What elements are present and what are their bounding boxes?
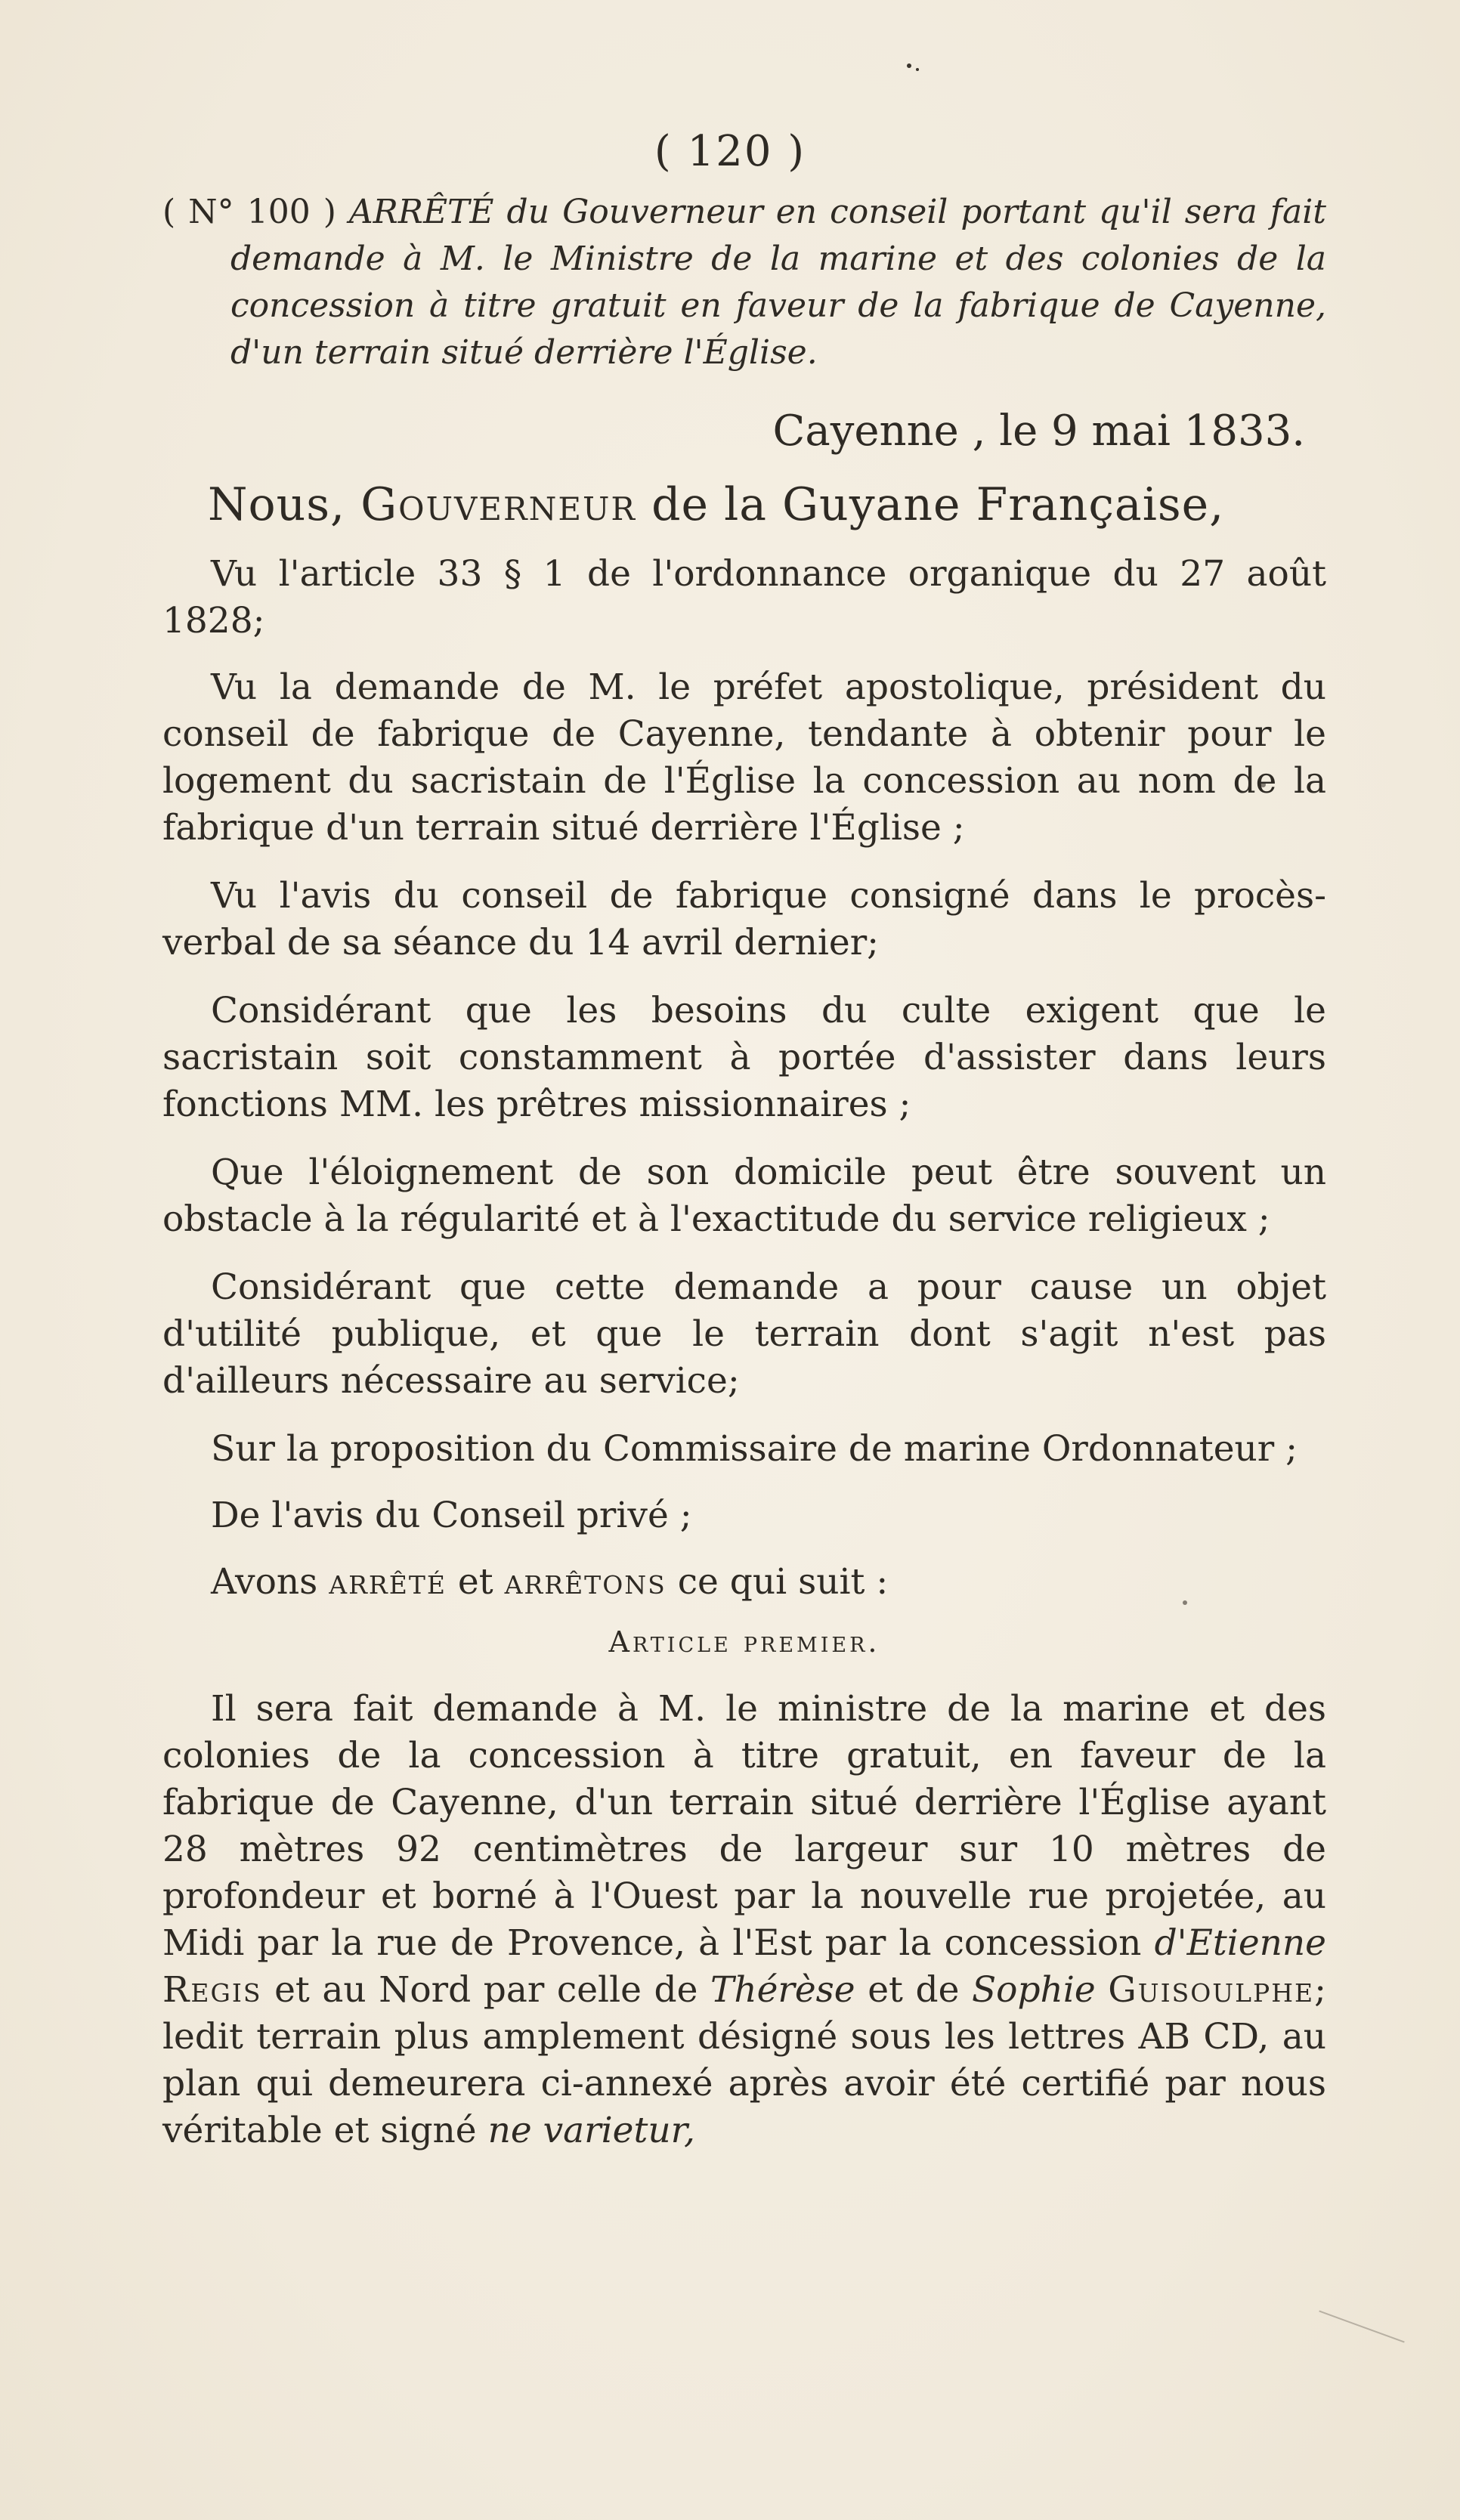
issuing-authority bbox=[208, 478, 1326, 531]
decree-number: ( N° 100 ) bbox=[162, 193, 336, 231]
person-name: Sophie bbox=[971, 1969, 1096, 2011]
decree-intro-word1: arrêté bbox=[329, 1561, 447, 1603]
person-name: Thérèse bbox=[710, 1969, 855, 2011]
consideration-paragraph: Vu l'avis du conseil de fabrique consigné dans le procès-verbal de sa séance du 14 avril dernier; bbox=[162, 875, 1326, 963]
decree-intro bbox=[162, 1559, 1326, 1606]
closing-formula: ne varietur, bbox=[487, 2110, 695, 2151]
person-name: d'Etienne bbox=[1154, 1922, 1326, 1964]
dateline: Cayenne , le 9 mai 1833. bbox=[772, 407, 1305, 456]
consideration-paragraph: De l'avis du Conseil privé ; bbox=[211, 1495, 692, 1536]
paper-crease bbox=[1319, 2311, 1404, 2343]
consideration-paragraph: Que l'éloignement de son domicile peut être souvent un obstacle à la régularité et à l'exactitude du service religieux ; bbox=[162, 1152, 1326, 1240]
person-surname: Regis bbox=[162, 1969, 262, 2011]
authority-prefix: Nous, bbox=[208, 478, 346, 531]
ink-speck bbox=[907, 63, 911, 68]
decree-intro-suffix: ce qui suit : bbox=[677, 1561, 889, 1603]
article-text: Il sera fait demande à M. le ministre de la marine et des colonies de la concession à titre gratuit, en faveur de la fabrique de Cayenne, d'un terrain situé derrière l'Église ayant 28 mètres 92 centimètres de largeur sur 10 mètres de profondeur et borné à l'Ouest par la nouvelle rue projetée, au Midi par la rue de Provence, à l'Est par la concession bbox=[162, 1688, 1326, 1964]
article-text: ; ledit terrain plus amplement désigné sous les lettres AB CD, au plan qui demeurera ci-annexé après avoir été certifié par nous véritable et signé bbox=[162, 1969, 1326, 2151]
decree-intro-middle: et bbox=[457, 1561, 493, 1603]
consideration-paragraph: Considérant que cette demande a pour cause un objet d'utilité publique, et que le terrain dont s'agit n'est pas d'ailleurs nécessaire au service; bbox=[162, 1266, 1326, 1402]
document-body bbox=[162, 189, 1326, 2175]
decree-intro-word2: arrêtons bbox=[504, 1561, 667, 1603]
decree-title: ARRÊTÉ du Gouverneur en conseil portant qu'il sera fait demande à M. le Ministre de la marine et des colonies de la concession à titre gratuit en faveur de la fabrique de Cayenne, d'un terrain situé derrière l'Église. bbox=[230, 193, 1326, 372]
decree-heading bbox=[162, 189, 1326, 376]
consideration-paragraph: Vu l'article 33 § 1 de l'ordonnance organique du 27 août 1828; bbox=[162, 553, 1326, 642]
authority-rest: de la Guyane Française, bbox=[651, 478, 1225, 531]
decree-intro-prefix: Avons bbox=[211, 1561, 318, 1603]
page-number: ( 120 ) bbox=[654, 127, 806, 176]
consideration-paragraph: Vu la demande de M. le préfet apostolique, président du conseil de fabrique de Cayenne, tendante à obtenir pour le logement du sacristain de l'Église la concession au nom de la fabrique d'un terrain situé derrière l'Église ; bbox=[162, 666, 1326, 849]
article-body bbox=[162, 1686, 1326, 2154]
person-surname: Guisoulphe bbox=[1108, 1969, 1315, 2011]
article-text: et de bbox=[868, 1969, 960, 2011]
authority-title: Gouverneur bbox=[360, 478, 637, 531]
article-text: et au Nord par celle de bbox=[274, 1969, 698, 2011]
consideration-paragraph: Sur la proposition du Commissaire de marine Ordonnateur ; bbox=[211, 1428, 1298, 1470]
article-heading: Article premier. bbox=[608, 1625, 880, 1659]
ink-speck bbox=[916, 68, 919, 71]
consideration-paragraph: Considérant que les besoins du culte exigent que le sacristain soit constamment à portée d'assister dans leurs fonctions MM. les prêtres missionnaires ; bbox=[162, 990, 1326, 1125]
